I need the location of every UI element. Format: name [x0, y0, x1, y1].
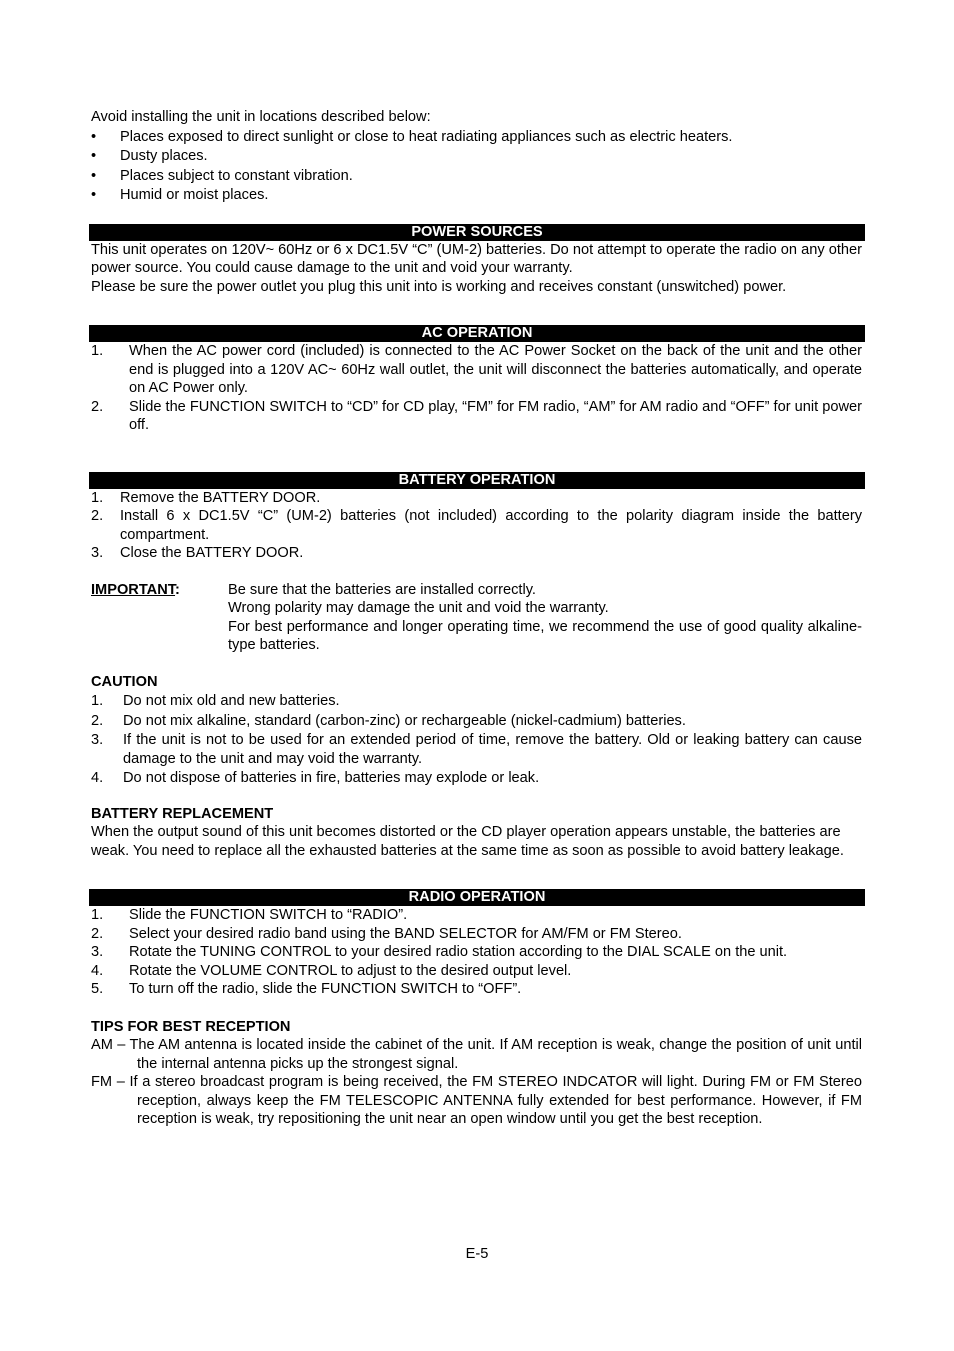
- ac-operation-heading: AC OPERATION: [89, 325, 865, 342]
- ac-steps: [91, 342, 862, 435]
- manual-page: [91, 108, 862, 1129]
- important-line: Be sure that the batteries are installed correctly.: [228, 581, 536, 598]
- list-item: 1. Remove the BATTERY DOOR.: [91, 489, 321, 506]
- battery-operation-heading: BATTERY OPERATION: [89, 472, 865, 489]
- important-label: IMPORTANT: [91, 581, 176, 598]
- list-item: 1. Do not mix old and new batteries.: [91, 693, 340, 709]
- list-item: 3. If the unit is not to be used for an extended period of time, remove the battery. Old or leaking battery can cause damage to the unit and may void the warranty.: [91, 732, 862, 767]
- location-bullets: [91, 128, 862, 205]
- tip-fm: FM – If a stereo broadcast program is being received, the FM STEREO INDCATOR will light. During FM or FM Stereo reception, always keep the FM TELESCOPIC ANTENNA fully extended for best performance. However, if FM reception is weak, try repositioning the unit near an open window until you get the best reception.: [91, 1074, 862, 1127]
- list-item: 1. When the AC power cord (included) is connected to the AC Power Socket on the back of the unit and the other end is plugged into a 120V AC~ 60Hz wall outlet, the unit will disconnect the batteries automatically, and operate on AC Power only.: [91, 343, 862, 396]
- power-paragraph-2: Please be sure the power outlet you plug this unit into is working and receives constant (unswitched) power.: [91, 278, 787, 295]
- radio-operation-heading: RADIO OPERATION: [89, 889, 865, 906]
- list-item: 1. Slide the FUNCTION SWITCH to “RADIO”.: [91, 907, 408, 923]
- list-item: • Places subject to constant vibration.: [91, 167, 353, 184]
- page-number: E-5: [465, 1246, 489, 1262]
- list-item: • Humid or moist places.: [91, 187, 269, 203]
- list-item: 2. Do not mix alkaline, standard (carbon-zinc) or rechargeable (nickel-cadmium) batteries.: [91, 712, 686, 729]
- list-item: • Dusty places.: [91, 148, 208, 164]
- caution-heading: CAUTION: [91, 673, 158, 690]
- list-item: • Places exposed to direct sunlight or close to heat radiating appliances such as electric heaters.: [91, 128, 733, 145]
- power-sources-heading: POWER SOURCES: [89, 224, 865, 241]
- list-item: 3. Close the BATTERY DOOR.: [91, 545, 304, 561]
- bullet-icon: •: [91, 128, 97, 145]
- important-line: Wrong polarity may damage the unit and void the warranty.: [228, 600, 609, 616]
- important-note: IMPORTANT: Be sure that the batteries are installed correctly. Wrong polarity may damage the unit and void the warranty. For best performance and longer operating time, we recommend the use of good quality alkaline-type batteries.: [91, 581, 862, 653]
- list-item: 3. Rotate the TUNING CONTROL to your desired radio station according to the DIAL SCALE on the unit.: [91, 944, 788, 960]
- list-item: 2. Slide the FUNCTION SWITCH to “CD” for CD play, “FM” for FM radio, “AM” for AM radio and “OFF” for unit power off.: [91, 398, 862, 433]
- caution-list: [91, 692, 862, 788]
- battery-replacement-text: When the output sound of this unit becomes distorted or the CD player operation appears unstable, the batteries are weak. You need to replace all the exhausted batteries at the same time as soon as possible to avoid battery leakage.: [91, 824, 844, 859]
- battery-replacement-heading: BATTERY REPLACEMENT: [91, 805, 274, 822]
- battery-steps: [91, 489, 862, 563]
- list-item: 2. Install 6 x DC1.5V “C” (UM-2) batteries (not included) according to the polarity diagram inside the battery compartment.: [91, 508, 862, 543]
- bullet-icon: •: [91, 148, 97, 164]
- radio-steps: [91, 906, 862, 999]
- list-item: 4. Do not dispose of batteries in fire, batteries may explode or leak.: [91, 770, 540, 786]
- power-paragraph-1: This unit operates on 120V~ 60Hz or 6 x DC1.5V “C” (UM-2) batteries. Do not attempt to operate the radio on any other power source. You could cause damage to the unit and void your warranty.: [91, 241, 862, 276]
- bullet-icon: •: [91, 187, 97, 203]
- tip-am: AM – The AM antenna is located inside the cabinet of the unit. If AM reception is weak, change the position of unit until the internal antenna picks up the strongest signal.: [91, 1037, 862, 1072]
- tips-heading: TIPS FOR BEST RECEPTION: [91, 1018, 291, 1035]
- important-line: For best performance and longer operating time, we recommend the use of good quality alkaline-type batteries.: [228, 618, 862, 653]
- intro-text: Avoid installing the unit in locations described below:: [91, 109, 431, 125]
- bullet-icon: •: [91, 167, 97, 184]
- list-item: 2. Select your desired radio band using the BAND SELECTOR for AM/FM or FM Stereo.: [91, 925, 682, 942]
- list-item: 5. To turn off the radio, slide the FUNCTION SWITCH to “OFF”.: [91, 981, 522, 997]
- list-item: 4. Rotate the VOLUME CONTROL to adjust to the desired output level.: [91, 962, 572, 979]
